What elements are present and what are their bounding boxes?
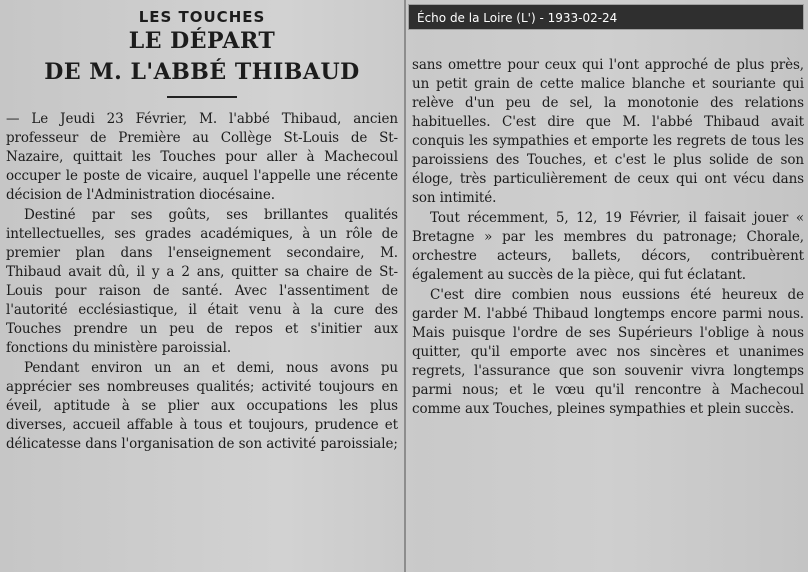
source-title-bar: Écho de la Loire (L') - 1933-02-24	[408, 4, 804, 30]
headline-rule	[167, 96, 237, 98]
paragraph: sans omettre pour ceux qui l'ont approché de plus près, un petit grain de cette malice blanche et souriante qui relève d'un peu de sel, la monotonie des relations habituelles. C'est dire que M. l'abbé Thibaud avait conquis les sympathies et emporte les regrets de tous les paroissiens des Touches, et c'est le plus solide de son éloge, très particulièrement de ceux qui ont vécu dans son intimité.	[412, 57, 804, 206]
paragraph: Destiné par ses goûts, ses brillantes qualités intellectuelles, ses grades académiques, à un rôle de premier plan dans l'enseignement secondaire, M. Thibaud avait dû, il y a 2 ans, quitter sa chaire de St-Louis pour raison de santé. Avec l'assentiment de l'autorité ecclésiastique, il était venu à la cure des Touches prendre un peu de repos et s'initier aux fonctions du ministère paroissial.	[6, 207, 398, 356]
headline-line-1: LE DÉPART	[128, 28, 276, 54]
paragraph: — Le Jeudi 23 Février, M. l'abbé Thibaud, ancien professeur de Première au Collège St-Louis de St-Nazaire, quittait les Touches pour aller à Machecoul occuper le poste de vicaire, auquel l'appelle une récente décision de l'Administration diocésaine.	[6, 111, 398, 203]
section-kicker: LES TOUCHES	[138, 8, 266, 26]
left-column	[6, 0, 398, 572]
paragraph: Tout récemment, 5, 12, 19 Février, il faisait jouer « Bretagne » par les membres du patronage; Chorale, orchestre acteurs, ballets, décors, contribuèrent également au succès de la pièce, qui fut éclatant.	[412, 210, 804, 283]
headline-line-2: DE M. L'ABBÉ THIBAUD	[44, 59, 360, 85]
paragraph: C'est dire combien nous eussions été heureux de garder M. l'abbé Thibaud longtemps encore parmi nous. Mais puisque l'ordre de ses Supérieurs l'oblige à nous quitter, qu'il emporte avec nos sincères et unanimes regrets, l'assurance que son souvenir vivra longtemps parmi nous; et le vœu qu'il rencontre à Machecoul comme aux Touches, pleines sympathies et plein succès.	[412, 287, 804, 417]
paragraph: Pendant environ un an et demi, nous avons pu apprécier ses nombreuses qualités; activité toujours en éveil, aptitude à se plier aux occupations les plus diverses, accueil affable à tous et toujours, prudence et délicatesse dans l'organisation de son activité paroissiale;	[6, 360, 398, 452]
right-column	[412, 56, 804, 572]
column-divider	[404, 0, 406, 572]
